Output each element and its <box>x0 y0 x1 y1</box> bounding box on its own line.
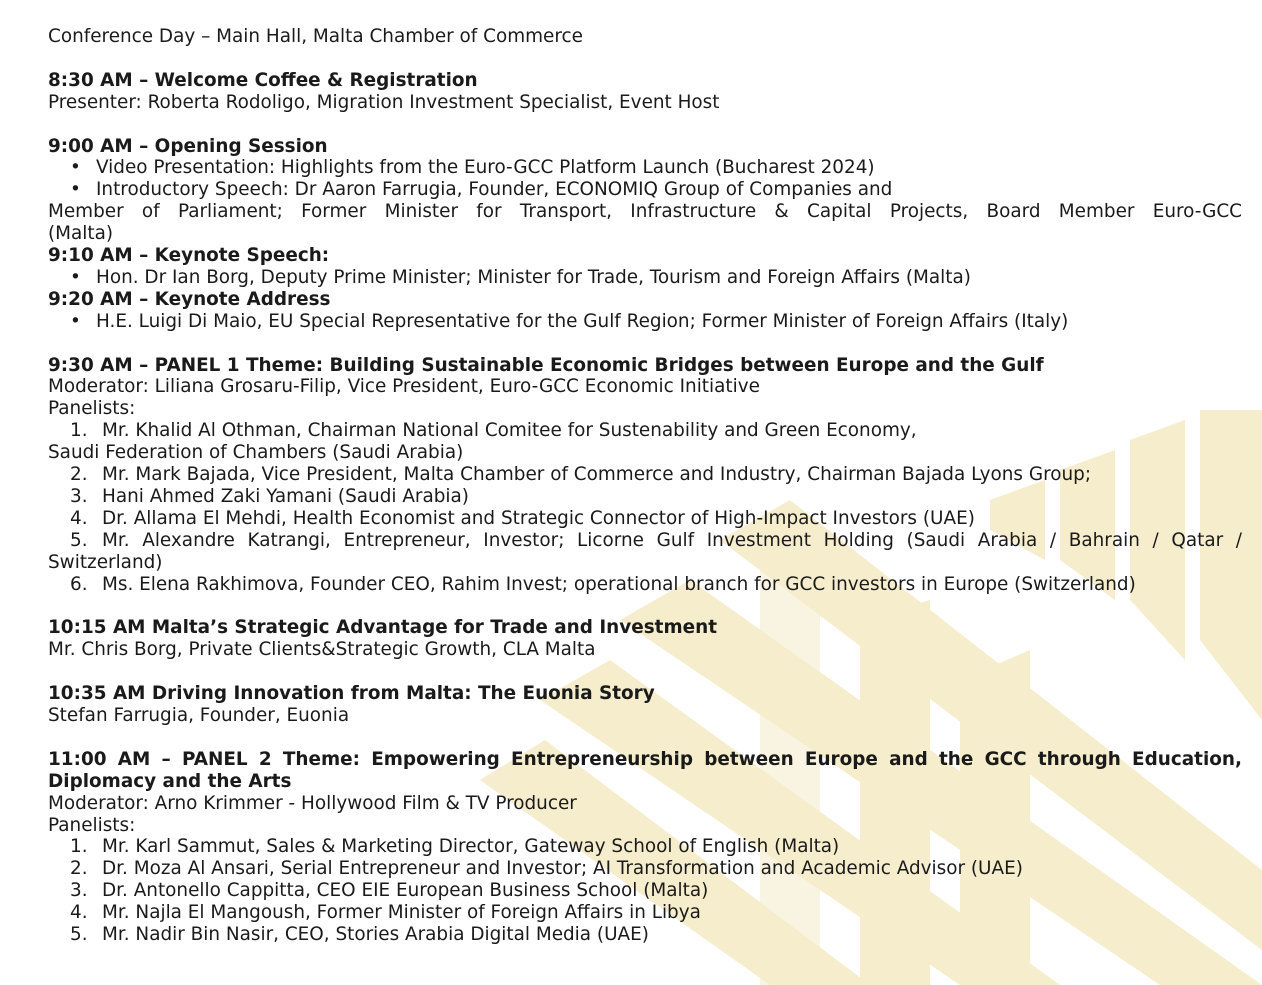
session-title: 11:00 AM – PANEL 2 Theme: Empowering Entrepreneurship between Europe and the GCC through Education, Diplomacy and the Arts <box>48 748 1242 792</box>
session-title: 9:30 AM – PANEL 1 Theme: Building Sustainable Economic Bridges between Europe and the Gulf <box>48 354 1044 376</box>
panelist-item: 4. Dr. Allama El Mehdi, Health Economist and Strategic Connector of High-Impact Investors (UAE) <box>70 507 975 529</box>
bullet-icon: • <box>70 157 81 179</box>
session-title: 8:30 AM – Welcome Coffee & Registration <box>48 69 478 91</box>
bullet-icon: • <box>70 310 81 332</box>
bullet-item: • Video Presentation: Highlights from the Euro-GCC Platform Launch (Bucharest 2024) <box>70 157 875 179</box>
speaker-line: Stefan Farrugia, Founder, Euonia <box>48 705 350 727</box>
bullet-item: • H.E. Luigi Di Maio, EU Special Representative for the Gulf Region; Former Minister of Foreign Affairs (Italy) <box>70 310 1069 332</box>
panelist-item: 4. Mr. Najla El Mangoush, Former Minister of Foreign Affairs in Libya <box>70 902 701 924</box>
moderator-line: Moderator: Liliana Grosaru-Filip, Vice President, Euro-GCC Economic Initiative <box>48 376 760 398</box>
session-title: 10:15 AM Malta’s Strategic Advantage for Trade and Investment <box>48 617 717 639</box>
panelist-item: 1. Mr. Karl Sammut, Sales & Marketing Director, Gateway School of English (Malta) <box>70 836 840 858</box>
panelists-label: Panelists: <box>48 814 136 836</box>
bullet-continuation: Member of Parliament; Former Minister for Transport, Infrastructure & Capital Projects, Board Member Euro-GCC <box>48 201 1242 223</box>
speaker-line: Mr. Chris Borg, Private Clients&Strategic Growth, CLA Malta <box>48 639 596 661</box>
panelist-item: 2. Dr. Moza Al Ansari, Serial Entrepreneur and Investor; AI Transformation and Academic Advisor (UAE) <box>70 858 1023 880</box>
session-title: 10:35 AM Driving Innovation from Malta: The Euonia Story <box>48 683 655 705</box>
session-title: 9:00 AM – Opening Session <box>48 135 328 157</box>
bullet-icon: • <box>70 179 81 201</box>
bullet-continuation: (Malta) <box>48 223 114 245</box>
header-line: Conference Day – Main Hall, Malta Chamber of Commerce <box>48 26 583 47</box>
session-title: 9:20 AM – Keynote Address <box>48 288 331 310</box>
panelist-item: 5. Mr. Alexandre Katrangi, Entrepreneur, Investor; Licorne Gulf Investment Holding (Saudi Arabia / Bahrain / Qatar / <box>70 529 1242 551</box>
agenda-document <box>48 26 1242 946</box>
panelist-item: 3. Dr. Antonello Cappitta, CEO EIE European Business School (Malta) <box>70 880 709 902</box>
panelist-item: 1. Mr. Khalid Al Othman, Chairman National Comitee for Sustenability and Green Economy, <box>70 420 917 442</box>
moderator-line: Moderator: Arno Krimmer - Hollywood Film & TV Producer <box>48 792 577 814</box>
panelist-continuation: Switzerland) <box>48 551 163 573</box>
panelists-label: Panelists: <box>48 398 136 420</box>
bullet-item: • Hon. Dr Ian Borg, Deputy Prime Minister; Minister for Trade, Tourism and Foreign Affairs (Malta) <box>70 266 971 288</box>
bullet-icon: • <box>70 266 81 288</box>
panelist-item: 2. Mr. Mark Bajada, Vice President, Malta Chamber of Commerce and Industry, Chairman Bajada Lyons Group; <box>70 464 1092 486</box>
panelist-item: 6. Ms. Elena Rakhimova, Founder CEO, Rahim Invest; operational branch for GCC investors in Europe (Switzerland) <box>70 573 1136 595</box>
session-title: 9:10 AM – Keynote Speech: <box>48 245 330 267</box>
panelist-item: 5. Mr. Nadir Bin Nasir, CEO, Stories Arabia Digital Media (UAE) <box>70 924 649 946</box>
panelist-item: 3. Hani Ahmed Zaki Yamani (Saudi Arabia) <box>70 485 469 507</box>
presenter-line: Presenter: Roberta Rodoligo, Migration Investment Specialist, Event Host <box>48 91 720 113</box>
bullet-item: • Introductory Speech: Dr Aaron Farrugia, Founder, ECONOMIQ Group of Companies and <box>70 179 893 201</box>
panelist-continuation: Saudi Federation of Chambers (Saudi Arabia) <box>48 442 464 464</box>
